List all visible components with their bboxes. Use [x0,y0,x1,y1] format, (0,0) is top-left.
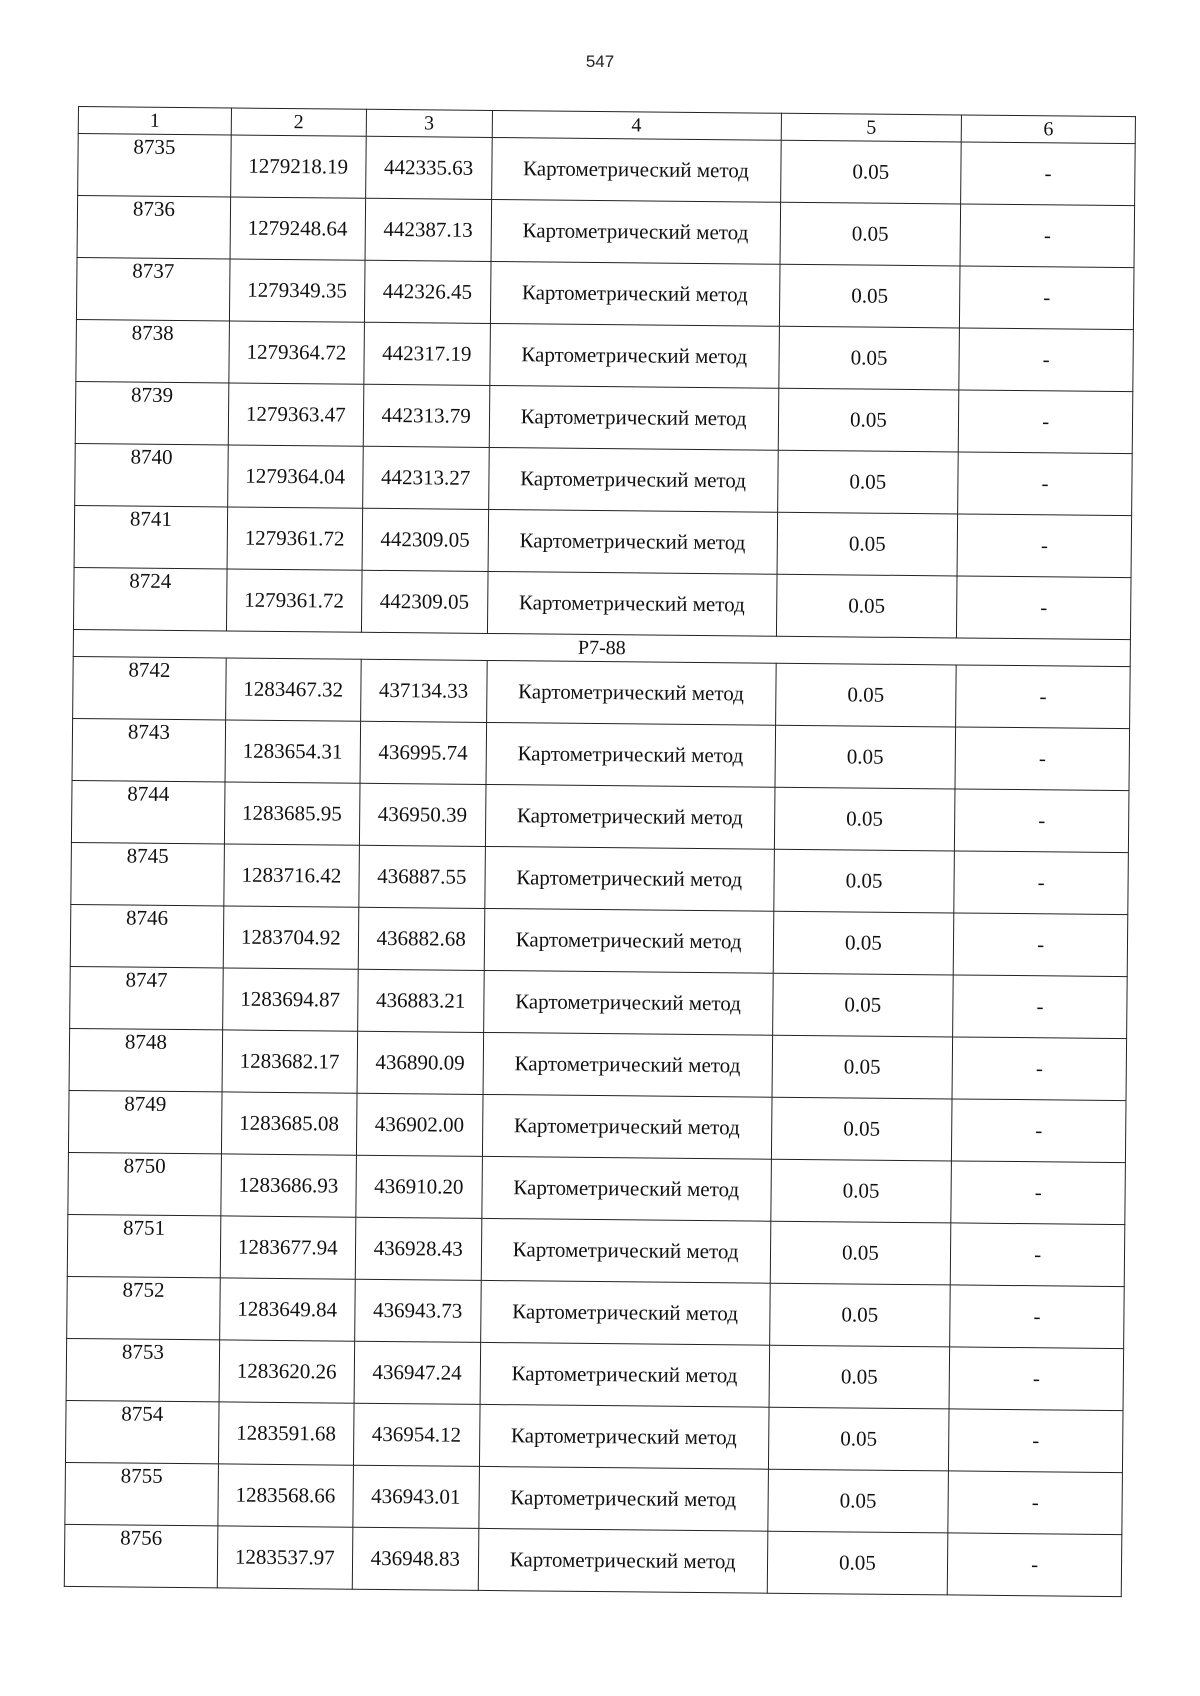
cell-y-coordinate: 442313.27 [362,446,489,509]
cell-x-coordinate: 1283649.84 [219,1278,355,1341]
cell-point-number: 8755 [65,1462,218,1525]
cell-note: - [953,975,1127,1039]
cell-note: - [959,390,1133,454]
cell-method: Картометрический метод [482,1094,771,1159]
cell-point-number: 8747 [70,966,223,1029]
cell-accuracy: 0.05 [770,1221,951,1285]
table-row [75,381,1133,453]
table-row [73,656,1131,728]
cell-y-coordinate: 436902.00 [356,1093,483,1156]
cell-y-coordinate: 436947.24 [354,1341,481,1404]
table-row [77,196,1135,268]
table-row [68,1090,1126,1162]
cell-point-number: 8749 [68,1090,221,1153]
cell-point-number: 8752 [67,1276,220,1339]
coordinates-table [64,106,1136,1597]
cell-accuracy: 0.05 [779,264,960,328]
cell-x-coordinate: 1283685.08 [221,1092,357,1155]
cell-x-coordinate: 1283537.97 [217,1526,353,1589]
table-row [67,1214,1125,1286]
cell-y-coordinate: 436883.21 [357,969,484,1032]
cell-accuracy: 0.05 [775,663,956,727]
cell-x-coordinate: 1279364.04 [227,445,363,508]
header-col-5: 5 [781,113,962,142]
cell-point-number: 8737 [76,257,229,320]
cell-method: Картометрический метод [480,1342,769,1407]
cell-point-number: 8754 [65,1400,218,1463]
cell-note: - [961,142,1135,206]
cell-x-coordinate: 1283677.94 [220,1216,356,1279]
cell-accuracy: 0.05 [773,849,954,913]
table-row [66,1338,1124,1410]
cell-note: - [958,452,1132,516]
cell-method: Картометрический метод [481,1218,770,1283]
page-number: 547 [585,52,615,71]
cell-note: - [955,727,1129,791]
cell-method: Картометрический метод [486,660,775,725]
table-row [69,1028,1127,1100]
cell-y-coordinate: 436948.83 [352,1527,479,1590]
cell-accuracy: 0.05 [772,973,953,1037]
cell-accuracy: 0.05 [778,388,959,452]
cell-x-coordinate: 1279364.72 [229,321,365,384]
table-row [70,966,1128,1038]
cell-method: Картометрический метод [485,784,774,849]
header-col-3: 3 [366,109,492,137]
cell-point-number: 8741 [74,505,227,568]
cell-note: - [957,576,1131,640]
cell-note: - [955,789,1129,853]
cell-accuracy: 0.05 [773,911,954,975]
cell-x-coordinate: 1279363.47 [228,383,364,446]
table-section-a [73,134,1135,640]
cell-note: - [956,665,1130,729]
cell-method: Картометрический метод [483,970,772,1035]
cell-point-number: 8745 [71,842,224,905]
cell-method: Картометрический метод [479,1466,768,1531]
cell-method: Картометрический метод [480,1280,769,1345]
cell-y-coordinate: 436928.43 [355,1217,482,1280]
cell-method: Картометрический метод [488,509,777,574]
cell-y-coordinate: 442387.13 [365,198,492,261]
cell-x-coordinate: 1283568.66 [218,1464,354,1527]
cell-point-number: 8738 [76,319,229,382]
cell-accuracy: 0.05 [772,1035,953,1099]
cell-point-number: 8750 [68,1152,221,1215]
cell-x-coordinate: 1283716.42 [224,844,360,907]
cell-y-coordinate: 442313.79 [363,384,490,447]
table-row [67,1276,1125,1348]
table-row [64,1524,1122,1596]
table-row [65,1400,1123,1472]
cell-note: - [950,1285,1124,1349]
table-row [73,567,1131,639]
cell-method: Картометрический метод [478,1528,767,1593]
cell-accuracy: 0.05 [777,512,958,576]
cell-note: - [957,514,1131,578]
cell-accuracy: 0.05 [778,326,959,390]
cell-x-coordinate: 1283467.32 [225,658,361,721]
cell-note: - [960,204,1134,268]
cell-note: - [952,1099,1126,1163]
table-row [65,1462,1123,1534]
cell-accuracy: 0.05 [770,1159,951,1223]
header-col-6: 6 [961,115,1135,144]
table-row [78,134,1136,206]
header-col-4: 4 [492,110,781,140]
cell-x-coordinate: 1283704.92 [223,906,359,969]
cell-accuracy: 0.05 [771,1097,952,1161]
cell-note: - [949,1347,1123,1411]
cell-x-coordinate: 1279361.72 [226,569,362,632]
cell-point-number: 8740 [75,443,228,506]
cell-point-number: 8742 [73,656,226,719]
cell-y-coordinate: 436950.39 [359,783,486,846]
cell-note: - [960,266,1134,330]
cell-x-coordinate: 1283694.87 [222,968,358,1031]
table-row [68,1152,1126,1224]
cell-point-number: 8746 [70,904,223,967]
cell-point-number: 8736 [77,196,230,259]
cell-method: Картометрический метод [491,199,780,264]
cell-accuracy: 0.05 [767,1531,948,1595]
cell-point-number: 8744 [71,780,224,843]
cell-point-number: 8739 [75,381,228,444]
cell-note: - [949,1409,1123,1473]
cell-x-coordinate: 1283686.93 [221,1154,357,1217]
cell-x-coordinate: 1279361.72 [227,507,363,570]
cell-note: - [951,1223,1125,1287]
cell-point-number: 8743 [72,718,225,781]
cell-accuracy: 0.05 [767,1469,948,1533]
cell-point-number: 8756 [64,1524,217,1587]
cell-method: Картометрический метод [490,261,779,326]
cell-method: Картометрический метод [484,908,773,973]
table-section-b [64,656,1130,1596]
cell-accuracy: 0.05 [769,1345,950,1409]
cell-x-coordinate: 1283685.95 [224,782,360,845]
cell-point-number: 8724 [73,567,226,630]
table-row [70,904,1128,976]
cell-x-coordinate: 1279349.35 [229,259,365,322]
cell-y-coordinate: 436882.68 [358,907,485,970]
table-row [74,505,1132,577]
cell-method: Картометрический метод [491,137,780,202]
cell-y-coordinate: 437134.33 [360,659,487,722]
cell-x-coordinate: 1283620.26 [219,1340,355,1403]
cell-accuracy: 0.05 [776,574,957,638]
cell-x-coordinate: 1283654.31 [225,720,361,783]
cell-method: Картометрический метод [479,1404,768,1469]
cell-x-coordinate: 1279218.19 [230,135,366,198]
cell-note: - [948,1471,1122,1535]
cell-method: Картометрический метод [487,571,776,636]
cell-accuracy: 0.05 [777,450,958,514]
cell-note: - [951,1161,1125,1225]
cell-point-number: 8748 [69,1028,222,1091]
cell-method: Картометрический метод [489,385,778,450]
header-col-1: 1 [78,107,231,135]
cell-y-coordinate: 442309.05 [362,508,489,571]
cell-method: Картометрический метод [482,1156,771,1221]
cell-note: - [948,1533,1122,1597]
cell-y-coordinate: 436887.55 [359,845,486,908]
cell-y-coordinate: 442309.05 [361,570,488,633]
cell-point-number: 8751 [67,1214,220,1277]
cell-y-coordinate: 436943.73 [354,1279,481,1342]
cell-y-coordinate: 436954.12 [353,1403,480,1466]
table-row [71,780,1129,852]
cell-accuracy: 0.05 [780,202,961,266]
cell-y-coordinate: 436943.01 [353,1465,480,1528]
table-row [76,319,1134,391]
cell-point-number: 8753 [66,1338,219,1401]
table-row [76,257,1134,329]
cell-note: - [959,328,1133,392]
table-row [75,443,1133,515]
cell-accuracy: 0.05 [775,725,956,789]
cell-x-coordinate: 1283591.68 [218,1402,354,1465]
table-row [72,718,1130,790]
cell-y-coordinate: 442317.19 [364,322,491,385]
cell-x-coordinate: 1283682.17 [222,1030,358,1093]
cell-method: Картометрический метод [484,846,773,911]
cell-accuracy: 0.05 [768,1407,949,1471]
cell-accuracy: 0.05 [774,787,955,851]
cell-y-coordinate: 442335.63 [365,136,492,199]
cell-method: Картометрический метод [483,1032,772,1097]
cell-point-number: 8735 [78,134,231,197]
header-col-2: 2 [231,108,366,136]
cell-method: Картометрический метод [486,722,775,787]
cell-note: - [954,851,1128,915]
cell-accuracy: 0.05 [780,140,961,204]
section-label: Р7-88 [73,629,1130,666]
cell-note: - [953,913,1127,977]
cell-y-coordinate: 442326.45 [364,260,491,323]
cell-accuracy: 0.05 [769,1283,950,1347]
cell-y-coordinate: 436890.09 [357,1031,484,1094]
cell-y-coordinate: 436910.20 [356,1155,483,1218]
cell-x-coordinate: 1279248.64 [230,197,366,260]
table-row [71,842,1129,914]
cell-note: - [952,1037,1126,1101]
cell-method: Картометрический метод [488,447,777,512]
cell-method: Картометрический метод [490,323,779,388]
cell-y-coordinate: 436995.74 [360,721,487,784]
